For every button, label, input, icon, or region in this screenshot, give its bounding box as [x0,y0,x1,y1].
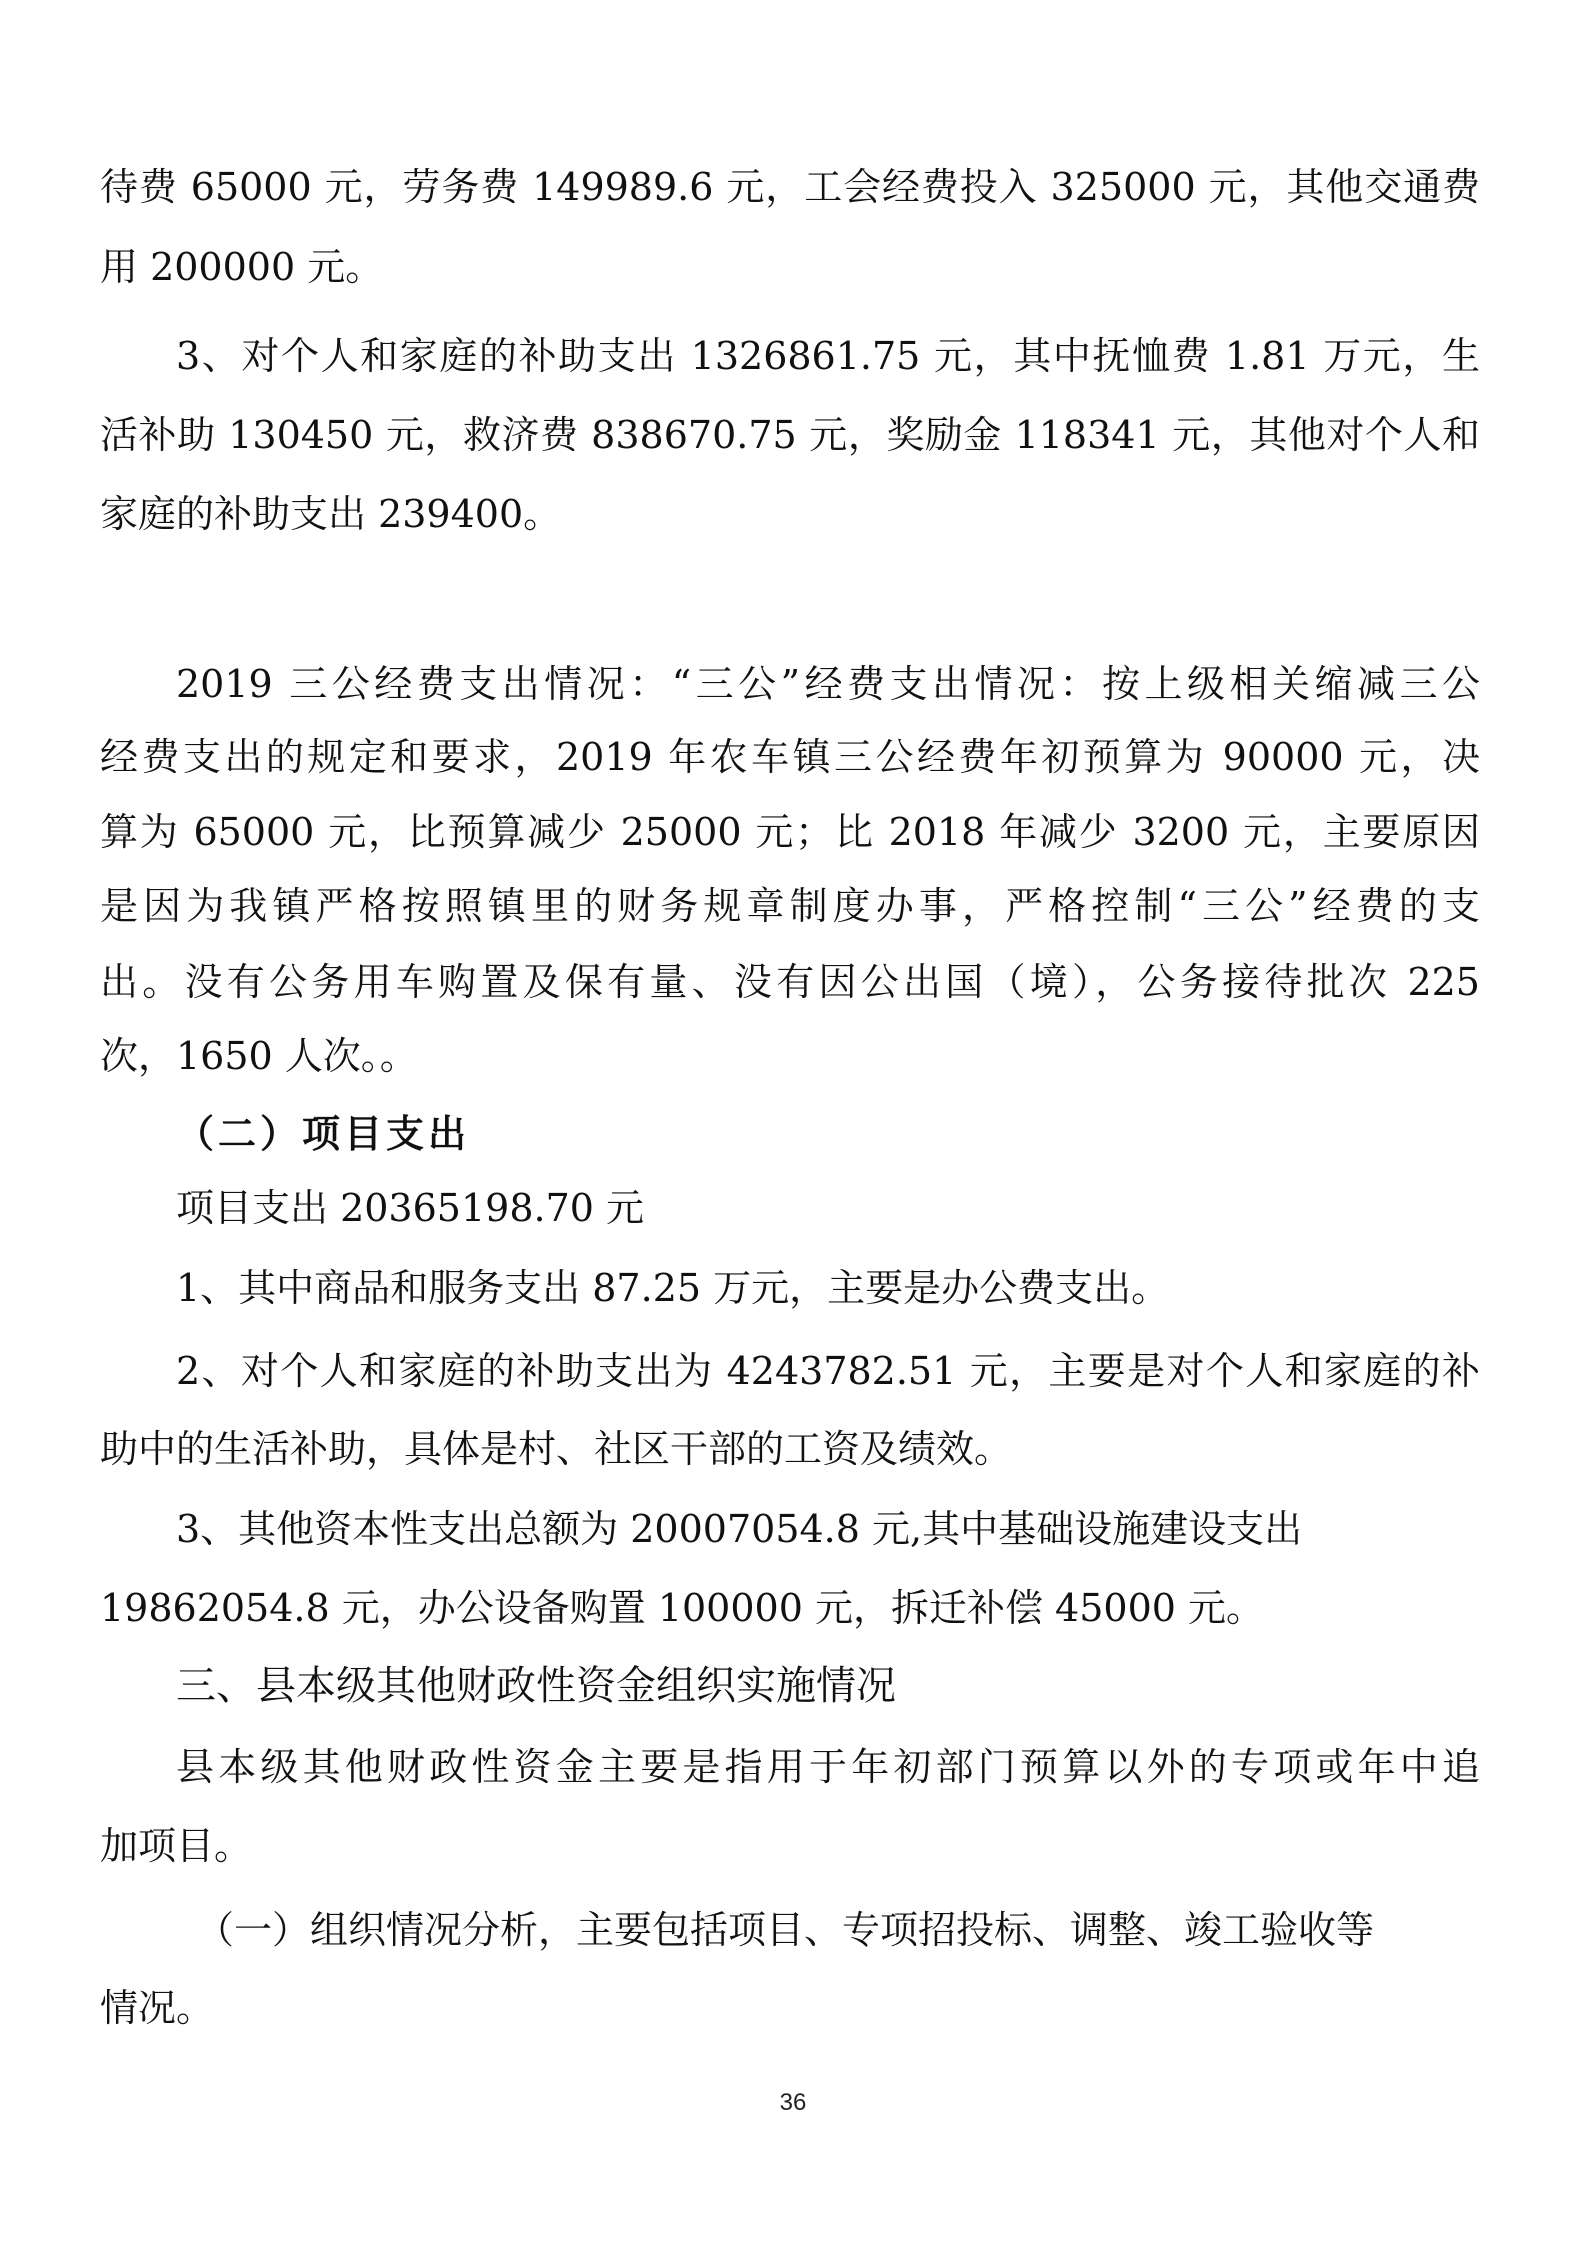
paragraph-line: 经费支出的规定和要求，2019 年农车镇三公经费年初预算为 90000 元，决 [100,735,1480,779]
paragraph-line: 用 200000 元。 [100,245,384,289]
page-number: 36 [779,2089,807,2116]
paragraph-line: 是因为我镇严格按照镇里的财务规章制度办事，严格控制“三公”经费的支 [100,884,1480,928]
paragraph-line: 2019 三公经费支出情况：“三公”经费支出情况：按上级相关缩减三公 [176,662,1480,706]
paragraph-line: 加项目。 [100,1824,253,1868]
paragraph-line: 1、其中商品和服务支出 87.25 万元，主要是办公费支出。 [176,1266,1170,1310]
paragraph-line: 活补助 130450 元，救济费 838670.75 元，奖励金 118341 元，其他对个人和 [100,413,1480,457]
paragraph-line: 情况。 [100,1986,215,2030]
paragraph-line: 项目支出 20365198.70 元 [176,1186,645,1230]
paragraph-line: 助中的生活补助，具体是村、社区干部的工资及绩效。 [100,1427,1013,1471]
paragraph-line: 次，1650 人次。。 [100,1034,418,1078]
paragraph-line: 算为 65000 元，比预算减少 25000 元；比 2018 年减少 3200 元，主要原因 [100,810,1480,854]
paragraph-line: 3、对个人和家庭的补助支出 1326861.75 元，其中抚恤费 1.81 万元，生 [176,334,1480,378]
section-heading: 三、县本级其他财政性资金组织实施情况 [176,1663,896,1709]
paragraph-line: 19862054.8 元，办公设备购置 100000 元，拆迁补偿 45000 元。 [100,1586,1265,1630]
paragraph-line: 3、其他资本性支出总额为 20007054.8 元,其中基础设施建设支出 [176,1507,1303,1551]
paragraph-line: （一）组织情况分析，主要包括项目、专项招投标、调整、竣工验收等 [196,1908,1375,1952]
paragraph-line: 家庭的补助支出 239400。 [100,492,562,536]
paragraph-line: 2、对个人和家庭的补助支出为 4243782.51 元，主要是对个人和家庭的补 [176,1349,1480,1393]
paragraph-line: 待费 65000 元，劳务费 149989.6 元，工会经费投入 325000 元，其他交通费 [100,165,1480,209]
section-heading: （二）项目支出 [176,1111,471,1156]
paragraph-line: 县本级其他财政性资金主要是指用于年初部门预算以外的专项或年中追 [176,1745,1480,1789]
paragraph-line: 出。没有公务用车购置及保有量、没有因公出国（境），公务接待批次 225 [100,960,1480,1004]
